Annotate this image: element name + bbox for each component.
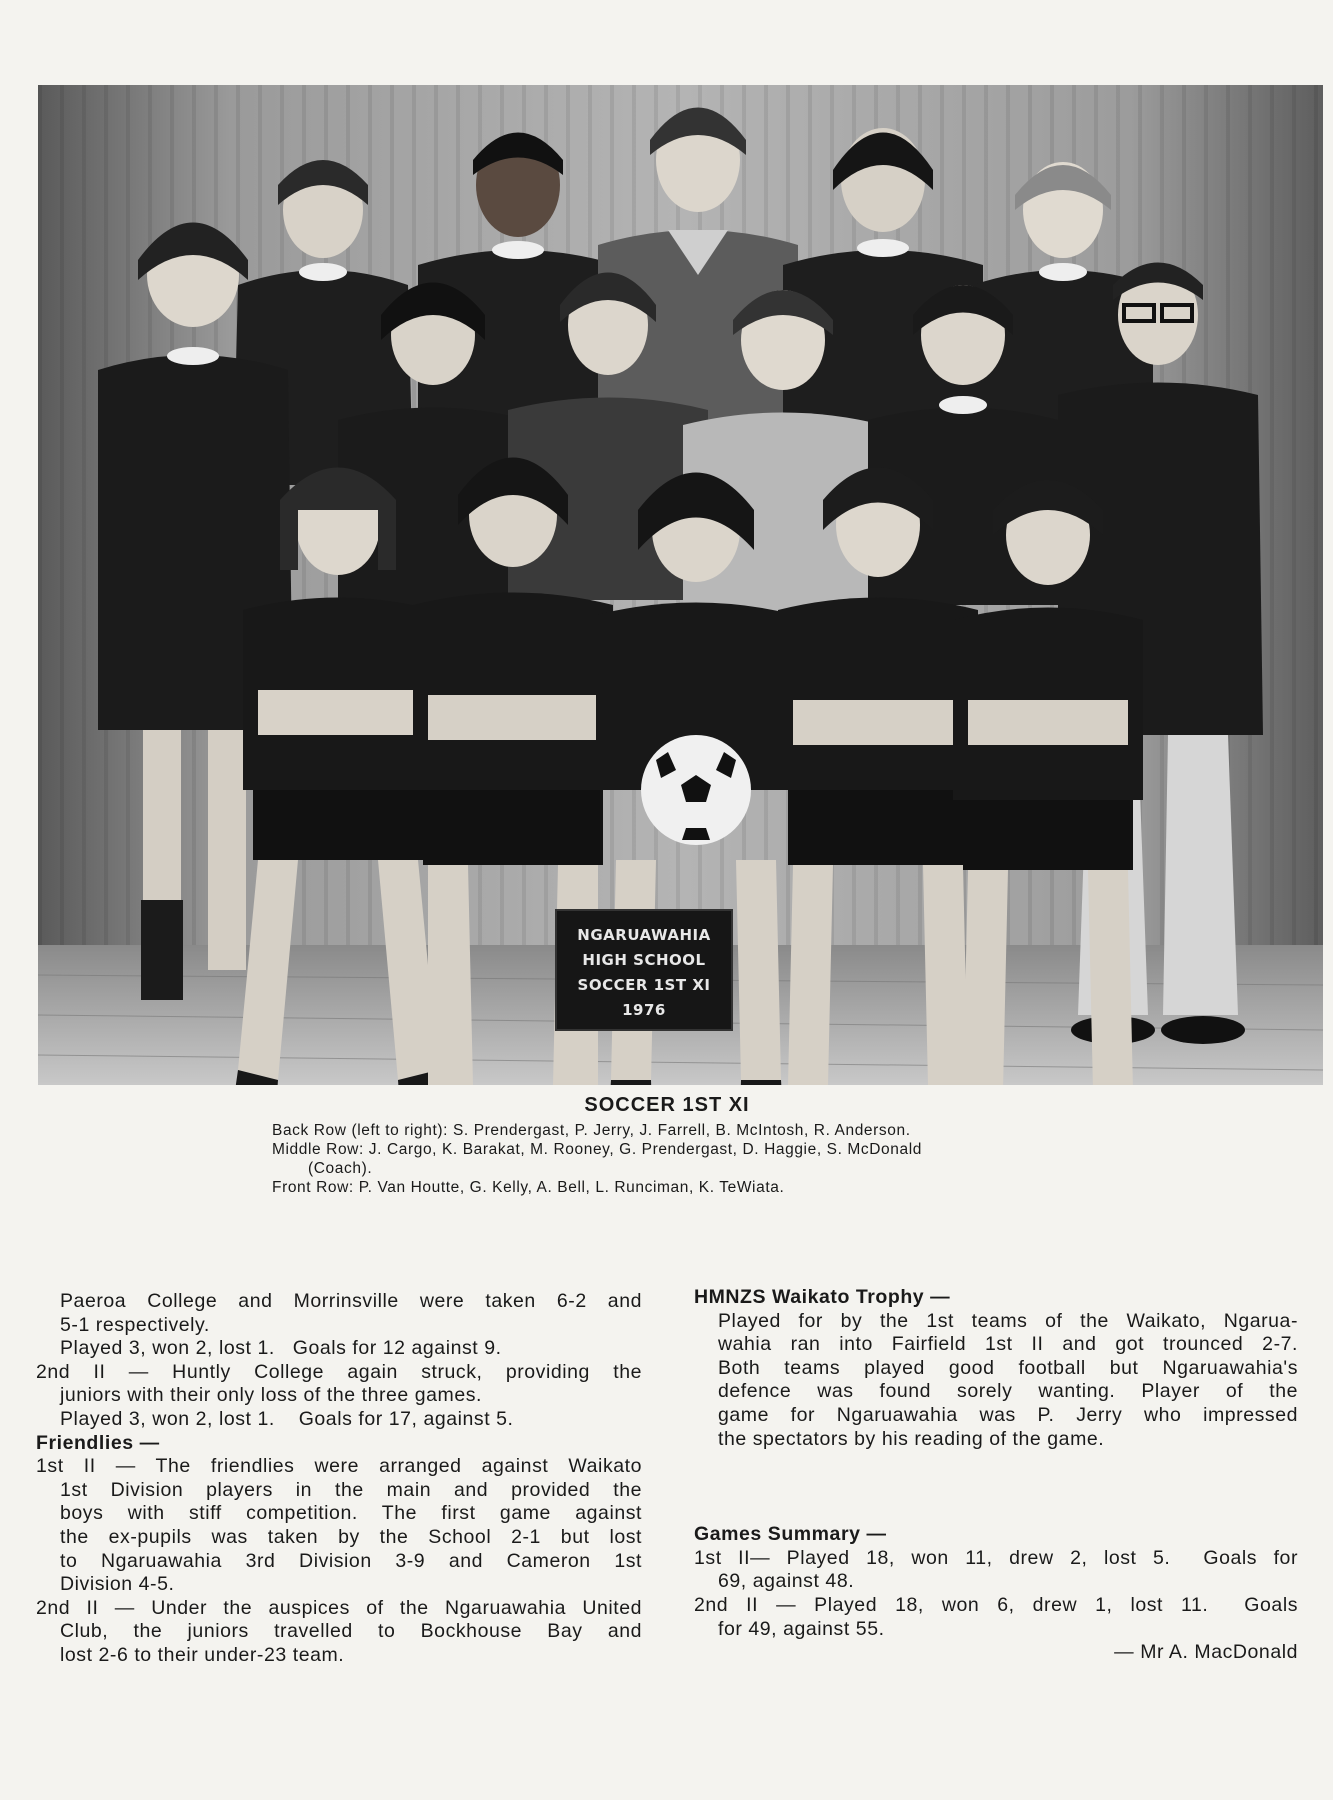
photo-caption <box>272 1096 1122 1197</box>
text-line: Played 3, won 2, lost 1. Goals for 17, against 5. <box>60 1407 514 1430</box>
text-line: Division 4-5. <box>60 1573 175 1596</box>
text-line: for 49, against 55. <box>718 1617 885 1640</box>
text-line: 1st Division players in the main and provided the <box>60 1478 642 1501</box>
caption-front-row: Front Row: P. Van Houtte, G. Kelly, A. Bell, L. Runciman, K. TeWiata. <box>272 1179 785 1196</box>
trophy-heading: HMNZS Waikato Trophy — <box>694 1286 951 1308</box>
text-line: wahia ran into Fairfield 1st II and got trounced 2-7. <box>718 1333 1298 1356</box>
text-line: Played 3, won 2, lost 1. Goals for 12 against 9. <box>60 1337 502 1360</box>
sign-line-year: 1976 <box>622 1001 666 1019</box>
text-line: Club, the juniors travelled to Bockhouse Bay and <box>60 1620 642 1643</box>
author-signature: — Mr A. MacDonald <box>1114 1641 1298 1664</box>
games-summary-heading: Games Summary — <box>694 1523 887 1546</box>
team-sign <box>556 910 732 1030</box>
text-line: 2nd II — Under the auspices of the Ngaruawahia United <box>36 1596 642 1619</box>
text-line: the ex-pupils was taken by the School 2-1 but lost <box>60 1525 642 1548</box>
text-line: 2nd II — Played 18, won 6, drew 1, lost 11. Goals <box>694 1593 1298 1616</box>
text-line: boys with stiff competition. The first game against <box>60 1502 642 1525</box>
sign-line-high-school: HIGH SCHOOL <box>582 951 706 969</box>
left-column <box>36 1290 642 1668</box>
sign-line-team: SOCCER 1ST XI <box>577 976 711 994</box>
caption-title: SOCCER 1ST XI <box>584 1094 750 1116</box>
text-line: Paeroa College and Morrinsville were taken 6-2 and <box>60 1290 642 1312</box>
right-column <box>694 1286 1298 1665</box>
text-line: 69, against 48. <box>718 1570 855 1593</box>
caption-back-row: Back Row (left to right): S. Prendergast, P. Jerry, J. Farrell, B. McIntosh, R. Anderson. <box>272 1122 911 1139</box>
text-line: juniors with their only loss of the three games. <box>60 1384 483 1407</box>
text-line: Both teams played good football but Ngaruawahia's <box>718 1356 1298 1379</box>
text-line: Played for by the 1st teams of the Waikato, Ngarua- <box>718 1309 1298 1332</box>
text-line: to Ngaruawahia 3rd Division 3-9 and Cameron 1st <box>60 1549 642 1572</box>
team-photograph <box>38 85 1323 1085</box>
sign-line-school: NGARUAWAHIA <box>577 926 711 944</box>
friendlies-heading: Friendlies — <box>36 1431 160 1454</box>
text-line: 1st II — The friendlies were arranged against Waikato <box>36 1455 642 1478</box>
caption-middle-row: Middle Row: J. Cargo, K. Barakat, M. Rooney, G. Prendergast, D. Haggie, S. McDonald <box>272 1141 922 1158</box>
text-line: 1st II— Played 18, won 11, drew 2, lost 5. Goals for <box>694 1546 1298 1569</box>
text-line: 2nd II — Huntly College again struck, providing the <box>36 1360 642 1383</box>
text-line: the spectators by his reading of the game. <box>718 1427 1105 1450</box>
text-line: 5-1 respectively. <box>60 1313 210 1336</box>
team-photo-svg <box>38 85 1323 1085</box>
text-line: lost 2-6 to their under-23 team. <box>60 1643 345 1666</box>
caption-middle-row-cont: (Coach). <box>308 1160 373 1177</box>
text-line: defence was found sorely wanting. Player of the <box>718 1380 1298 1403</box>
text-line: game for Ngaruawahia was P. Jerry who impressed <box>718 1403 1298 1426</box>
